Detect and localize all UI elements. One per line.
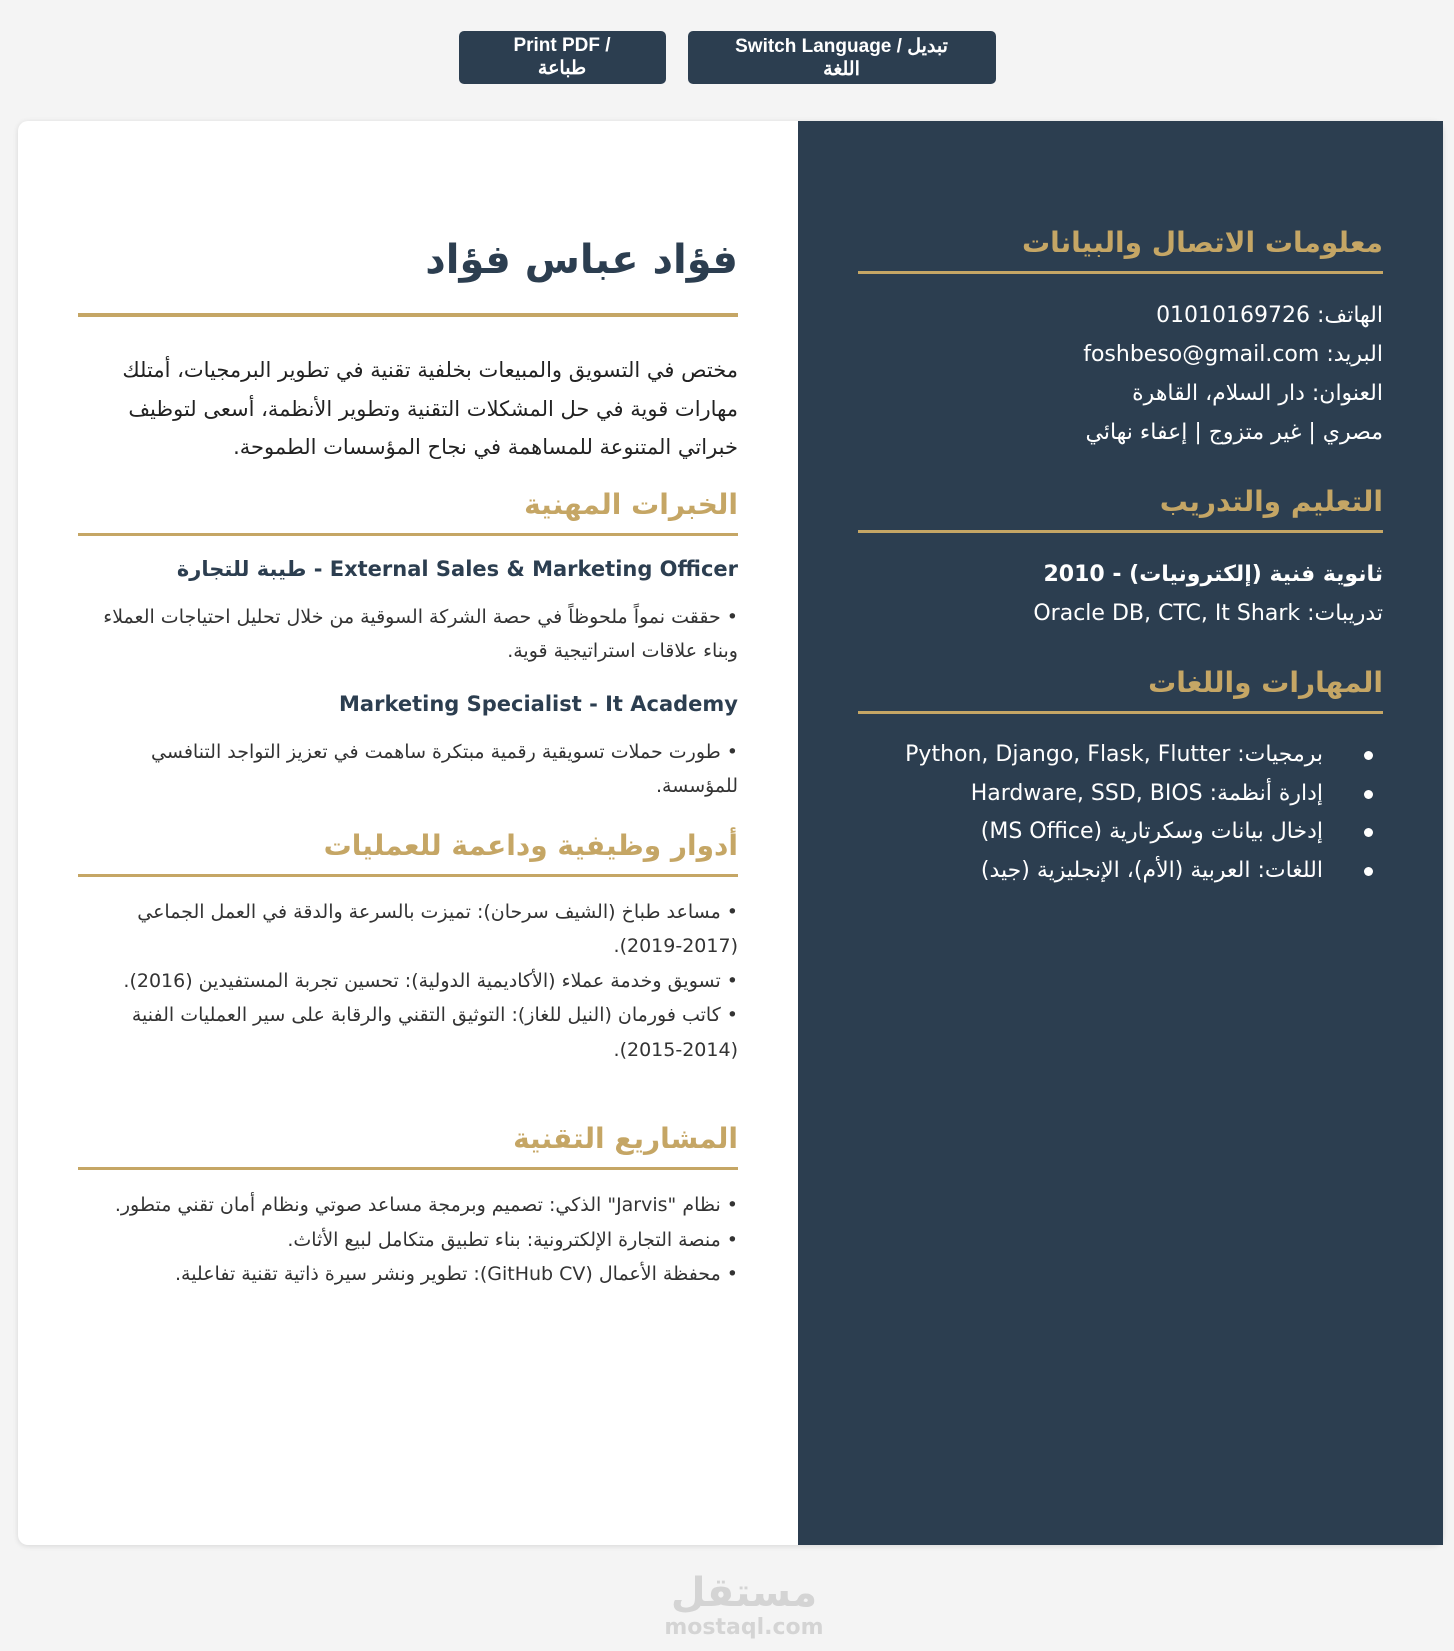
projects-list — [78, 1188, 738, 1292]
list-item: • نظام "Jarvis" الذكي: تصميم وبرمجة مساعد صوتي ونظام أمان تقني متطور. — [114, 1194, 738, 1216]
skills-section — [858, 661, 1383, 890]
address-line: العنوان: دار السلام، القاهرة — [1132, 381, 1383, 406]
skills-list — [858, 736, 1383, 890]
job-description: • حققت نمواً ملحوظاً في حصة الشركة السوقية من خلال تحليل احتياجات العملاء وبناء علاقات استراتيجية قوية. — [103, 605, 738, 662]
list-item: برمجيات: Python, Django, Flask, Flutter — [858, 736, 1323, 775]
roles-heading: أدوار وظيفية وداعمة للعمليات — [78, 824, 738, 877]
list-item: • تسويق وخدمة عملاء (الأكاديمية الدولية): تحسين تجربة المستفيدين (2016). — [123, 969, 738, 992]
list-item: • محفظة الأعمال (GitHub CV): تطوير ونشر سيرة ذاتية تقنية تفاعلية. — [174, 1263, 738, 1285]
roles-list — [78, 895, 738, 1068]
toolbar — [0, 31, 1454, 84]
projects-heading: المشاريع التقنية — [78, 1117, 738, 1170]
cv-container — [18, 121, 1443, 1640]
switch-language-button[interactable]: Switch Language / تبديل اللغة — [688, 31, 996, 84]
watermark-logo — [654, 1571, 834, 1651]
education-heading: التعليم والتدريب — [858, 480, 1383, 533]
contact-heading: معلومات الاتصال والبيانات — [858, 221, 1383, 274]
watermark-arabic: مستقل — [670, 1570, 818, 1616]
list-item: • مساعد طباخ (الشيف سرحان): تميزت بالسرعة والدقة في العمل الجماعي (2017-2019). — [137, 900, 738, 957]
sidebar — [798, 121, 1443, 1545]
education-degree: ثانوية فنية (إلكترونيات) - 2010 — [1043, 562, 1383, 587]
list-item: إدارة أنظمة: Hardware, SSD, BIOS — [858, 775, 1323, 814]
job-description: • طورت حملات تسويقية رقمية مبتكرة ساهمت في تعزيز التواجد التنافسي للمؤسسة. — [151, 740, 738, 797]
email-line: البريد: foshbeso@gmail.com — [1083, 342, 1383, 367]
summary: مختص في التسويق والمبيعات بخلفية تقنية في تطوير البرمجيات، أمتلك مهارات قوية في حل المشكلات التقنية وتطوير الأنظمة، أسعى لتوظيف خبراتي المتنوعة للمساهمة في نجاح المؤسسات الطموحة. — [122, 358, 738, 459]
main-content — [18, 121, 798, 1545]
education-section — [858, 480, 1383, 633]
list-item: • منصة التجارة الإلكترونية: بناء تطبيق متكامل لبيع الأثاث. — [287, 1228, 738, 1251]
list-item: إدخال بيانات وسكرتارية (MS Office) — [858, 813, 1323, 852]
print-pdf-button[interactable]: Print PDF / طباعة — [459, 31, 666, 84]
person-name: فؤاد عباس فؤاد — [78, 227, 738, 317]
watermark-latin: mostaql.com — [664, 1615, 824, 1640]
contact-section — [858, 221, 1383, 452]
skills-heading: المهارات واللغات — [858, 661, 1383, 714]
phone-line: الهاتف: 01010169726 — [1156, 303, 1383, 328]
education-training: تدريبات: Oracle DB, CTC, It Shark — [1033, 601, 1383, 626]
job-title: Marketing Specialist - It Academy — [339, 691, 738, 716]
job-title: External Sales & Marketing Officer - طيبة للتجارة — [176, 556, 738, 581]
list-item: • كاتب فورمان (النيل للغاز): التوثيق التقني والرقابة على سير العمليات الفنية (2014-2015). — [131, 1004, 738, 1061]
status-line: مصري | غير متزوج | إعفاء نهائي — [1085, 420, 1383, 445]
experience-heading: الخبرات المهنية — [78, 483, 738, 536]
list-item: اللغات: العربية (الأم)، الإنجليزية (جيد) — [858, 852, 1323, 891]
